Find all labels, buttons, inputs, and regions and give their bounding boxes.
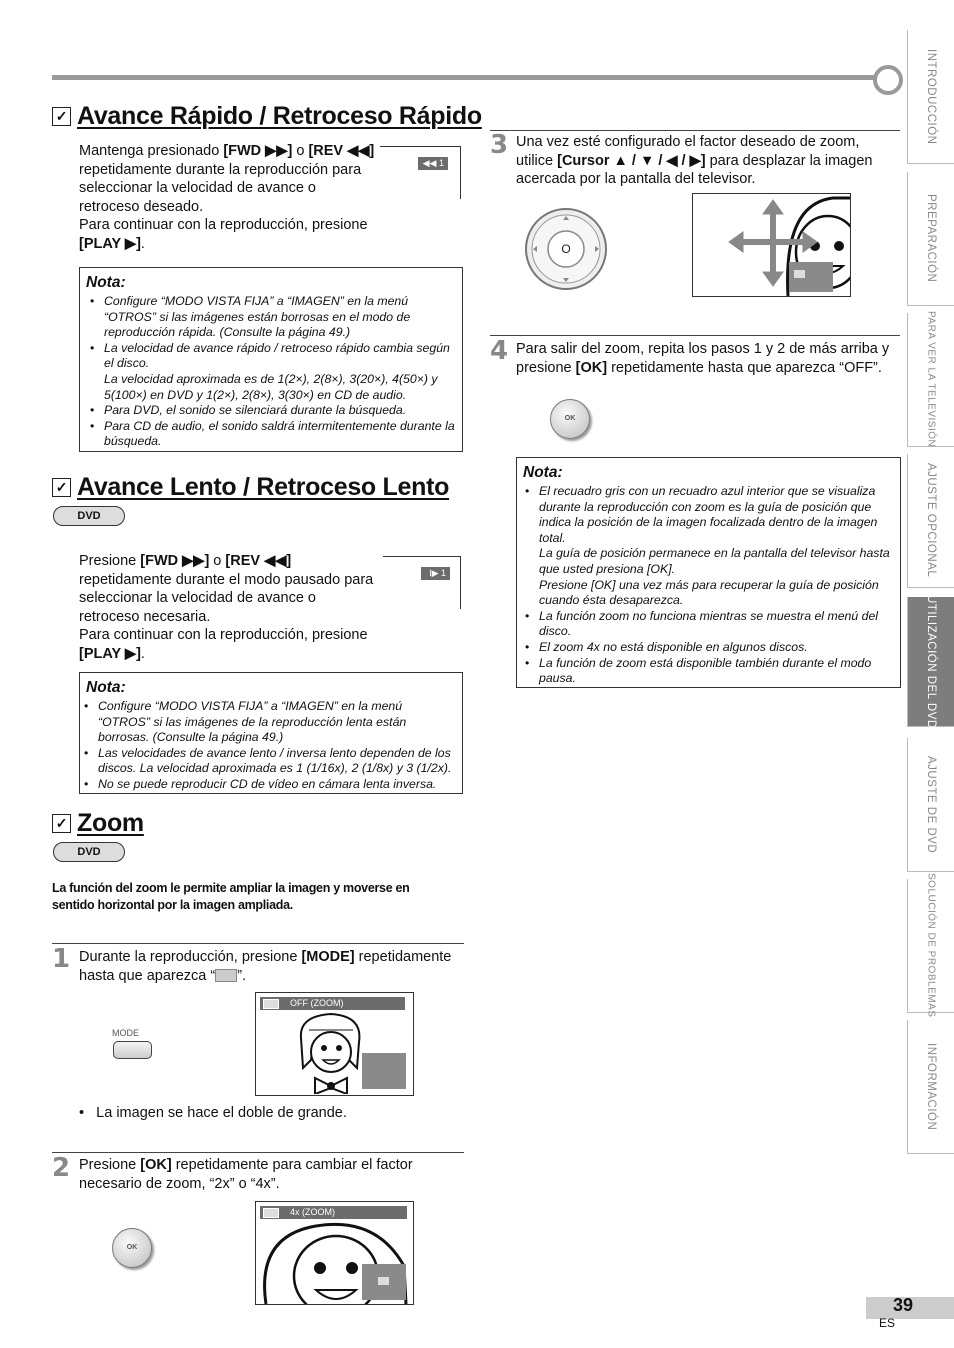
step1-text: Durante la reproducción, presione [MODE] repetidamente hasta que aparezca “ ”.	[79, 949, 452, 984]
ok-button[interactable]: OK	[112, 1228, 152, 1268]
note-title: Nota:	[86, 274, 126, 291]
position-guide	[362, 1053, 406, 1089]
sidebar-tab-solucion[interactable]: SOLUCIÓN DE PROBLEMAS	[907, 879, 954, 1013]
note-item: • Las velocidades de avance lento / inversa lento dependen de los discos. La velocidad aproximada es 1 (1/16x), 2 (1/8x) y 3 (1/2x).	[98, 746, 456, 777]
cursor-pad[interactable]	[523, 206, 609, 292]
header-rule	[52, 75, 882, 80]
step-number: 1	[52, 944, 71, 974]
step4-text: Para salir del zoom, repita los pasos 1 y 2 de más arriba y presione [OK] repetidamente hasta que aparezca “OFF”.	[516, 341, 890, 376]
step-divider	[490, 335, 900, 336]
step-divider	[52, 1152, 464, 1153]
dvd-badge: DVD	[53, 506, 125, 526]
note-item: • La función de zoom está disponible también durante el modo pausa.	[539, 656, 894, 687]
zoom-icon	[263, 999, 279, 1009]
note-item: • Para DVD, el sonido se silenciará durante la búsqueda.	[104, 403, 456, 419]
position-guide	[789, 262, 833, 292]
note-title: Nota:	[523, 464, 563, 481]
zoom-note	[516, 457, 901, 688]
fast-indicator-frame	[380, 146, 461, 199]
fast-note	[79, 267, 463, 452]
ok-button[interactable]: OK	[550, 399, 590, 439]
header-circle	[873, 65, 903, 95]
checkbox-icon: ✓	[52, 478, 71, 497]
page-number: 39	[893, 1295, 914, 1315]
osd-zoom-4x: 4x (ZOOM)	[260, 1206, 407, 1219]
slow-note	[79, 672, 463, 794]
step-number: 3	[490, 130, 509, 160]
step-divider	[52, 943, 464, 944]
note-item: • La función zoom no funciona mientras se muestra el menú del disco.	[539, 609, 894, 640]
tv-screen-pan	[692, 193, 851, 297]
sidebar-tab-utilizacion-dvd[interactable]: UTILIZACIÓN DEL DVD	[907, 597, 954, 727]
section-title-slow: ✓ Avance Lento / Retroceso Lento	[52, 473, 449, 502]
tv-screen-zoom-off	[255, 992, 414, 1096]
checkbox-icon: ✓	[52, 107, 71, 126]
slow-indicator-frame	[383, 556, 461, 609]
step3-text: Una vez esté configurado el factor deseado de zoom, utilice [Cursor ▲ / ▼ / ◀ / ▶] para desplazar la imagen acercada por la pantalla del televisor.	[516, 134, 873, 187]
step2-text: Presione [OK] repetidamente para cambiar el factor necesario de zoom, “2x” o “4x”.	[79, 1157, 413, 1192]
mode-button[interactable]	[113, 1041, 152, 1059]
sidebar-tab-informacion[interactable]: INFORMACIÓN	[907, 1020, 954, 1154]
language-code: ES	[879, 1316, 896, 1330]
zoom-intro: La función del zoom le permite ampliar la imagen y moverse en sentido horizontal por la imagen ampliada.	[52, 881, 410, 912]
sidebar-tab-introduccion[interactable]: INTRODUCCIÓN	[907, 30, 954, 164]
sidebar-tab-ajuste-dvd[interactable]: AJUSTE DE DVD	[907, 738, 954, 872]
osd-zoom-off: OFF (ZOOM)	[260, 997, 405, 1010]
note-item: • Para CD de audio, el sonido saldrá intermitentemente durante la búsqueda.	[104, 419, 456, 450]
step-number: 2	[52, 1153, 71, 1183]
section-title-zoom: ✓ Zoom	[52, 809, 144, 838]
tv-screen-zoom-4x	[255, 1201, 414, 1305]
note-item: • No se puede reproducir CD de vídeo en cámara lenta inversa.	[98, 777, 456, 793]
slow-instructions: Presione [FWD ▶▶] o [REV ◀◀] repetidamente durante el modo pausado para seleccionar la velocidad de avance o retroceso necesaria. Para continuar con la reproducción, presione [PLAY ▶].	[79, 553, 374, 662]
note-item: • Configure “MODO VISTA FIJA” a “IMAGEN” en la menú “OTROS” si las imágenes de la reproducción lenta están borrosas. (Consulte la página 49.)	[98, 699, 456, 746]
dvd-badge: DVD	[53, 842, 125, 862]
sidebar-tab-preparacion[interactable]: PREPARACIÓN	[907, 172, 954, 306]
zoom-icon	[215, 969, 237, 982]
note-item: • El zoom 4x no está disponible en algunos discos.	[539, 640, 894, 656]
note-item: • Configure “MODO VISTA FIJA” a “IMAGEN” en la menú “OTROS” si las imágenes están borrosas en el modo de reproducción rápida. (Consulte la página 49.)	[104, 294, 456, 341]
girl-illustration	[291, 1008, 371, 1094]
fast-indicator: ◀◀ 1	[418, 157, 448, 170]
step-number: 4	[490, 336, 509, 366]
sidebar-tab-television[interactable]: PARA VER LA TELEVISIÓN	[907, 313, 954, 447]
cursor-center-label: O	[561, 242, 571, 256]
fast-instructions: Mantenga presionado [FWD ▶▶] o [REV ◀◀] repetidamente durante la reproducción para seleccionar la velocidad de avance o retroceso deseado. Para continuar con la reproducción, presione [PLAY ▶].	[79, 143, 375, 252]
note-item: • El recuadro gris con un recuadro azul interior que se visualiza durante la reproducción con zoom es la guía de posición que indica la posición de la imagen focalizada dentro de la imagen total. La guía de posición permanece en la pantalla del televisor hasta que usted presiona [OK]. Presione [OK] una vez más para recuperar la guía de posición cuando ésta desaparezca.	[539, 484, 894, 609]
note-item: • La velocidad de avance rápido / retroceso rápido cambia según el disco. La velocidad aproximada es de 1(2×), 2(8×), 3(20×), 4(50×) y 5(100×) en DVD y 1(2×), 2(8×), 3(30×) en CD de audio.	[104, 341, 456, 403]
sidebar-tab-ajuste-opcional[interactable]: AJUSTE OPCIONAL	[907, 454, 954, 588]
note-title: Nota:	[86, 679, 126, 696]
slow-indicator: I▶ 1	[421, 567, 450, 580]
mode-button-label: MODE	[112, 1028, 139, 1038]
checkbox-icon: ✓	[52, 814, 71, 833]
position-guide	[362, 1264, 406, 1300]
section-title-fast: ✓ Avance Rápido / Retroceso Rápido	[52, 102, 482, 131]
step1-bullet: • La imagen se hace el doble de grande.	[79, 1105, 347, 1121]
step-divider	[490, 130, 900, 131]
